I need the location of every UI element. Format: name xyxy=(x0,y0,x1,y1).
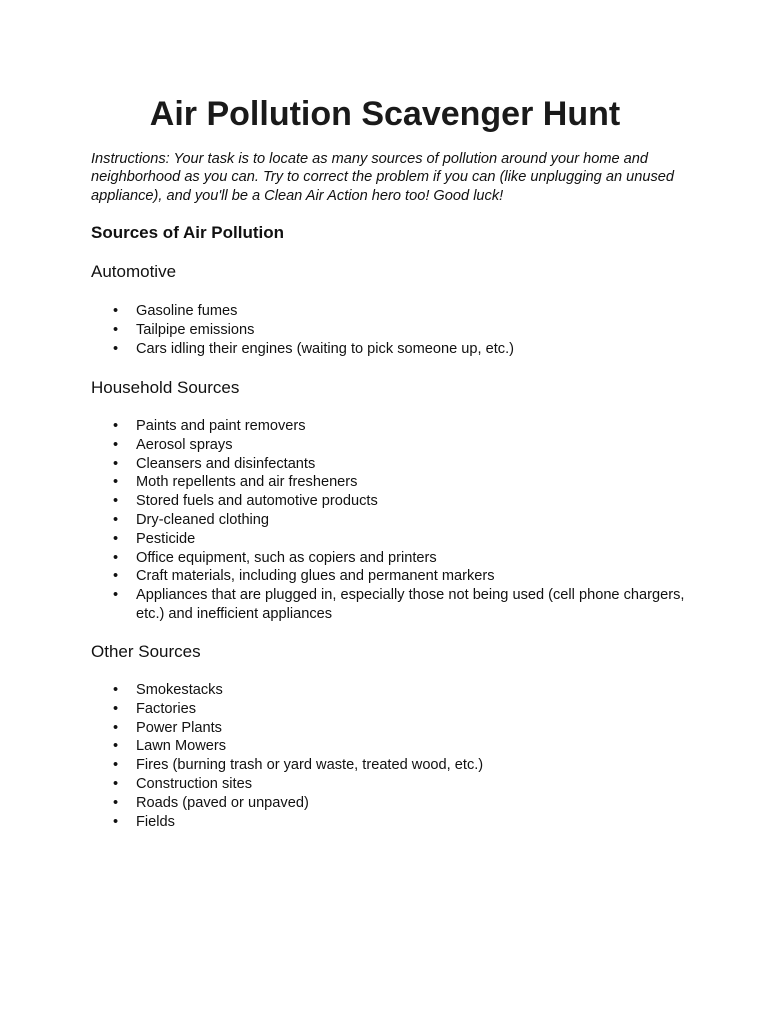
bullet-icon: • xyxy=(113,436,119,453)
list-item xyxy=(91,586,691,624)
bullet-icon: • xyxy=(113,549,119,566)
list-item-text: Smokestacks xyxy=(136,682,223,698)
page-title: Air Pollution Scavenger Hunt xyxy=(149,95,621,133)
list-item xyxy=(91,340,691,359)
list-item-text: Fields xyxy=(136,813,175,830)
list-item-text: Dry-cleaned clothing xyxy=(136,511,270,528)
household-list xyxy=(91,417,691,624)
bullet-icon: • xyxy=(113,455,119,472)
list-item xyxy=(91,417,691,436)
list-item xyxy=(91,756,691,775)
list-item xyxy=(91,473,691,492)
list-item-text: Construction sites xyxy=(136,775,252,792)
other-list xyxy=(91,681,691,831)
list-item xyxy=(91,455,691,474)
list-item xyxy=(91,681,691,700)
list-item-text: Lawn Mowers xyxy=(136,738,227,755)
list-item xyxy=(91,302,691,321)
list-item xyxy=(91,775,691,794)
bullet-icon: • xyxy=(113,511,119,528)
list-item-text: Appliances that are plugged in, especially those not being used (cell phone chargers, etc.) and inefficient appliances xyxy=(136,587,685,622)
bullet-icon: • xyxy=(113,340,119,357)
list-item-text: Tailpipe emissions xyxy=(136,321,255,338)
list-item-text: Cleansers and disinfectants xyxy=(136,455,316,472)
bullet-icon: • xyxy=(113,587,119,604)
instructions-text: Instructions: Your task is to locate as many sources of pollution around your home and neighborhood as you can. Try to correct the problem if you can (like unplugging an unused appliance), and you'll be a Clean Air Action hero too! Good luck! xyxy=(91,151,675,204)
list-item-text: Factories xyxy=(136,700,197,717)
list-item-text: Stored fuels and automotive products xyxy=(136,493,378,510)
bullet-icon: • xyxy=(113,418,119,434)
list-item-text: Gasoline fumes xyxy=(136,303,238,319)
list-item xyxy=(91,492,691,511)
section-heading: Sources of Air Pollution xyxy=(91,223,284,242)
bullet-icon: • xyxy=(113,719,119,736)
bullet-icon: • xyxy=(113,813,119,830)
list-item xyxy=(91,549,691,568)
household-heading: Household Sources xyxy=(91,378,240,397)
list-item-text: Office equipment, such as copiers and printers xyxy=(136,549,437,566)
list-item xyxy=(91,567,691,586)
list-item-text: Pesticide xyxy=(136,530,196,547)
list-item-text: Paints and paint removers xyxy=(136,418,306,434)
list-item-text: Craft materials, including glues and permanent markers xyxy=(136,568,495,585)
list-item xyxy=(91,719,691,738)
bullet-icon: • xyxy=(113,775,119,792)
other-heading: Other Sources xyxy=(91,642,201,661)
list-item xyxy=(91,511,691,530)
list-item-text: Moth repellents and air fresheners xyxy=(136,474,358,491)
bullet-icon: • xyxy=(113,493,119,510)
list-item-text: Fires (burning trash or yard waste, treated wood, etc.) xyxy=(136,757,484,774)
bullet-icon: • xyxy=(113,474,119,491)
list-item xyxy=(91,794,691,813)
list-item xyxy=(91,813,691,832)
bullet-icon: • xyxy=(113,530,119,547)
list-item xyxy=(91,700,691,719)
list-item xyxy=(91,530,691,549)
list-item xyxy=(91,737,691,756)
bullet-icon: • xyxy=(113,794,119,811)
bullet-icon: • xyxy=(113,757,119,774)
automotive-heading: Automotive xyxy=(91,262,177,281)
list-item xyxy=(91,436,691,455)
list-item-text: Aerosol sprays xyxy=(136,436,233,453)
list-item-text: Power Plants xyxy=(136,719,222,736)
bullet-icon: • xyxy=(113,321,119,338)
bullet-icon: • xyxy=(113,303,119,319)
bullet-icon: • xyxy=(113,682,119,698)
list-item-text: Roads (paved or unpaved) xyxy=(136,794,309,811)
bullet-icon: • xyxy=(113,700,119,717)
bullet-icon: • xyxy=(113,568,119,585)
list-item xyxy=(91,321,691,340)
bullet-icon: • xyxy=(113,738,119,755)
automotive-list xyxy=(91,302,691,358)
list-item-text: Cars idling their engines (waiting to pick someone up, etc.) xyxy=(136,340,515,357)
